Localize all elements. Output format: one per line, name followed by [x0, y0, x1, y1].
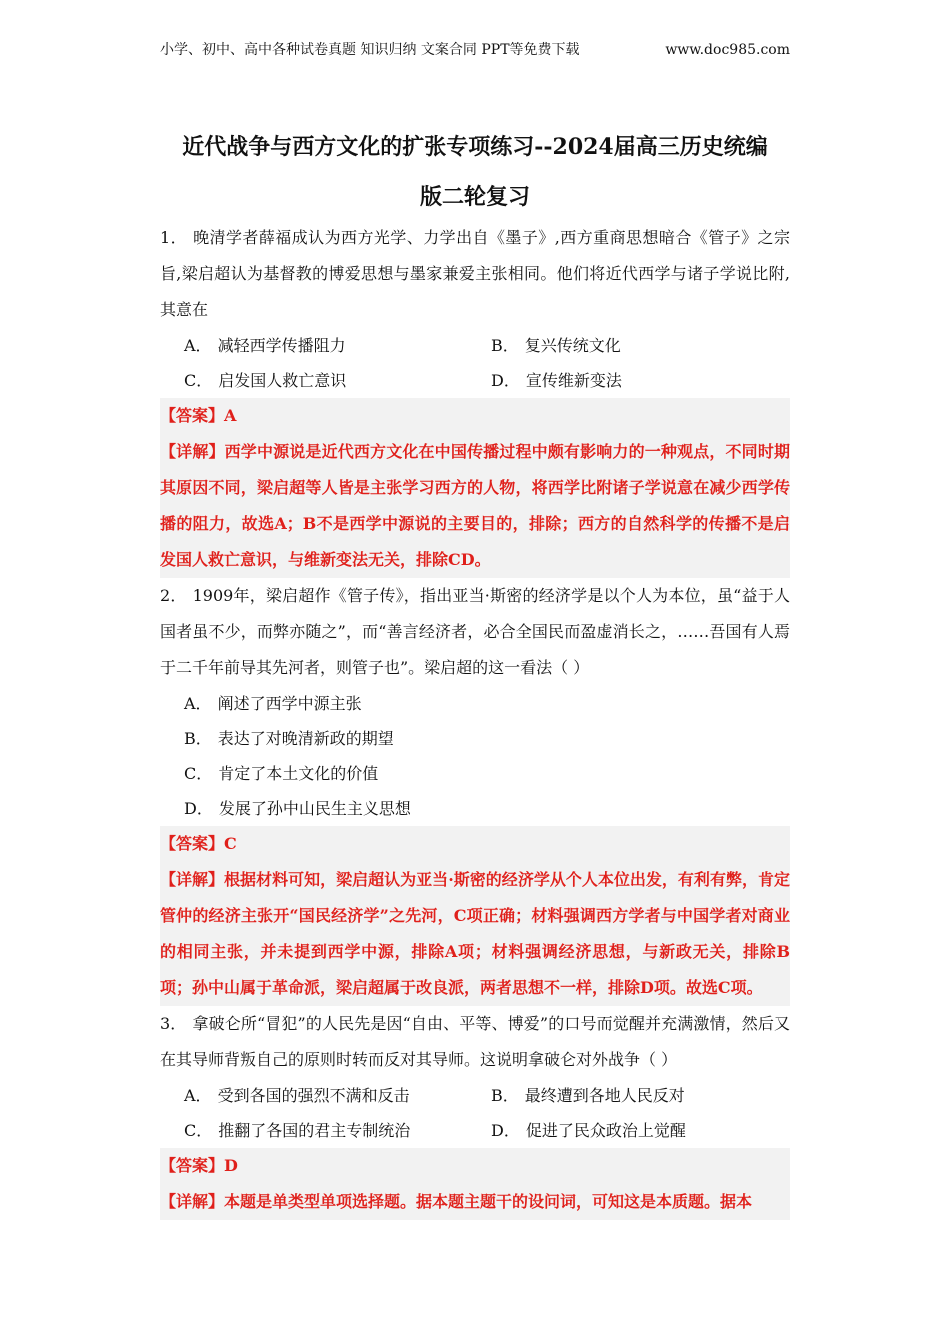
option-text: 阐述了西学中源主张 — [217, 694, 362, 713]
question-stem — [160, 1006, 790, 1078]
option-c — [184, 756, 790, 791]
option-a — [184, 328, 491, 363]
answer-tag: 【答案】 — [160, 834, 225, 853]
detail-tag: 【详解】 — [160, 442, 225, 461]
option-letter: D． — [491, 1121, 520, 1140]
answer-block — [160, 398, 790, 578]
option-d — [184, 791, 790, 826]
question-number: 1． — [160, 228, 188, 247]
option-text: 减轻西学传播阻力 — [217, 336, 346, 355]
option-text: 启发国人救亡意识 — [218, 371, 347, 390]
option-text: 推翻了各国的君主专制统治 — [218, 1121, 411, 1140]
option-text: 表达了对晚清新政的期望 — [217, 729, 394, 748]
document-title-line-1: 近代战争与西方文化的扩张专项练习--2024届高三历史统编 — [182, 134, 768, 160]
option-text: 复兴传统文化 — [524, 336, 621, 355]
detail-line — [160, 1184, 790, 1220]
option-d — [491, 1113, 798, 1148]
question-stem — [160, 578, 790, 686]
option-text: 肯定了本土文化的价值 — [218, 764, 379, 783]
option-text: 宣传维新变法 — [525, 371, 622, 390]
option-letter: D． — [491, 371, 520, 390]
option-letter: B． — [184, 729, 212, 748]
option-a — [184, 686, 790, 721]
detail-text: 根据材料可知，梁启超认为亚当·斯密的经济学从个人本位出发，有利有弊，肯定管仲的经济主张开“国民经济学”之先河，C项正确；材料强调西方学者与中国学者对商业的相同主张，并未提到西学中源，排除A项；材料强调经济思想，与新政无关，排除B项；孙中山属于革命派，梁启超属于改良派，两者思想不一样，排除D项。故选C项。 — [160, 870, 790, 997]
detail-tag: 【详解】 — [160, 1192, 225, 1211]
answer-value: C — [224, 834, 237, 853]
option-text: 最终遭到各地人民反对 — [524, 1086, 685, 1105]
header-site-link[interactable]: www.doc985.com — [665, 42, 790, 58]
option-text: 受到各国的强烈不满和反击 — [217, 1086, 410, 1105]
question-text: 晚清学者薛福成认为西方光学、力学出自《墨子》,西方重商思想暗合《管子》之宗旨,梁启超认为基督教的博爱思想与墨家兼爱主张相同。他们将近代西学与诸子学说比附,其意在 — [160, 228, 790, 319]
option-text: 发展了孙中山民生主义思想 — [218, 799, 411, 818]
detail-line — [160, 434, 790, 578]
option-b — [184, 721, 790, 756]
option-letter: C． — [184, 1121, 213, 1140]
answer-line — [160, 826, 790, 862]
answer-line — [160, 398, 790, 434]
question-2 — [160, 578, 790, 1006]
option-letter: C． — [184, 764, 213, 783]
page-header — [160, 40, 790, 60]
option-c — [184, 363, 491, 398]
option-list — [160, 328, 790, 398]
option-letter: C． — [184, 371, 213, 390]
option-a — [184, 1078, 491, 1113]
option-b — [491, 1078, 798, 1113]
option-list — [160, 1078, 790, 1148]
answer-line — [160, 1148, 790, 1184]
answer-block — [160, 826, 790, 1006]
option-c — [184, 1113, 491, 1148]
detail-tag: 【详解】 — [160, 870, 225, 889]
option-b — [491, 328, 798, 363]
detail-line — [160, 862, 790, 1006]
answer-block — [160, 1148, 790, 1220]
question-text: 拿破仑所“冒犯”的人民先是因“自由、平等、博爱”的口号而觉醒并充满激情，然后又在其导师背叛自己的原则时转而反对其导师。这说明拿破仑对外战争（ ） — [160, 1014, 790, 1069]
question-stem — [160, 220, 790, 328]
question-number: 2． — [160, 586, 187, 605]
option-text: 促进了民众政治上觉醒 — [525, 1121, 686, 1140]
detail-text: 西学中源说是近代西方文化在中国传播过程中颇有影响力的一种观点，不同时期其原因不同，梁启超等人皆是主张学习西方的人物，将西学比附诸子学说意在减少西学传播的阻力，故选A；B不是西学中源说的主要目的，排除；西方的自然科学的传播不是启发国人救亡意识，与维新变法无关，排除CD。 — [160, 442, 790, 569]
option-list — [160, 686, 790, 826]
document-body — [160, 220, 790, 1220]
answer-tag: 【答案】 — [160, 1156, 225, 1175]
answer-value: D — [224, 1156, 238, 1175]
detail-text: 本题是单类型单项选择题。据本题主题干的设问词，可知这是本质题。据本 — [224, 1192, 753, 1211]
question-text: 1909年，梁启超作《管子传》，指出亚当·斯密的经济学是以个人为本位，虽“益于人国者虽不少，而弊亦随之”，而“善言经济者，必合全国民而盈虚消长之，……吾国有人焉于二千年前导其先河者，则管子也”。梁启超的这一看法（ ） — [160, 586, 790, 677]
option-letter: A． — [184, 1086, 212, 1105]
question-3 — [160, 1006, 790, 1220]
document-title-line-2: 版二轮复习 — [419, 184, 530, 210]
question-1 — [160, 220, 790, 578]
option-letter: A． — [184, 336, 212, 355]
option-letter: A． — [184, 694, 212, 713]
option-letter: B． — [491, 1086, 519, 1105]
option-letter: B． — [491, 336, 519, 355]
header-text: 小学、初中、高中各种试卷真题 知识归纳 文案合同 PPT等免费下载 — [160, 42, 580, 58]
answer-tag: 【答案】 — [160, 406, 225, 425]
question-number: 3． — [160, 1014, 187, 1033]
option-d — [491, 363, 798, 398]
answer-value: A — [224, 406, 237, 425]
option-letter: D． — [184, 799, 213, 818]
